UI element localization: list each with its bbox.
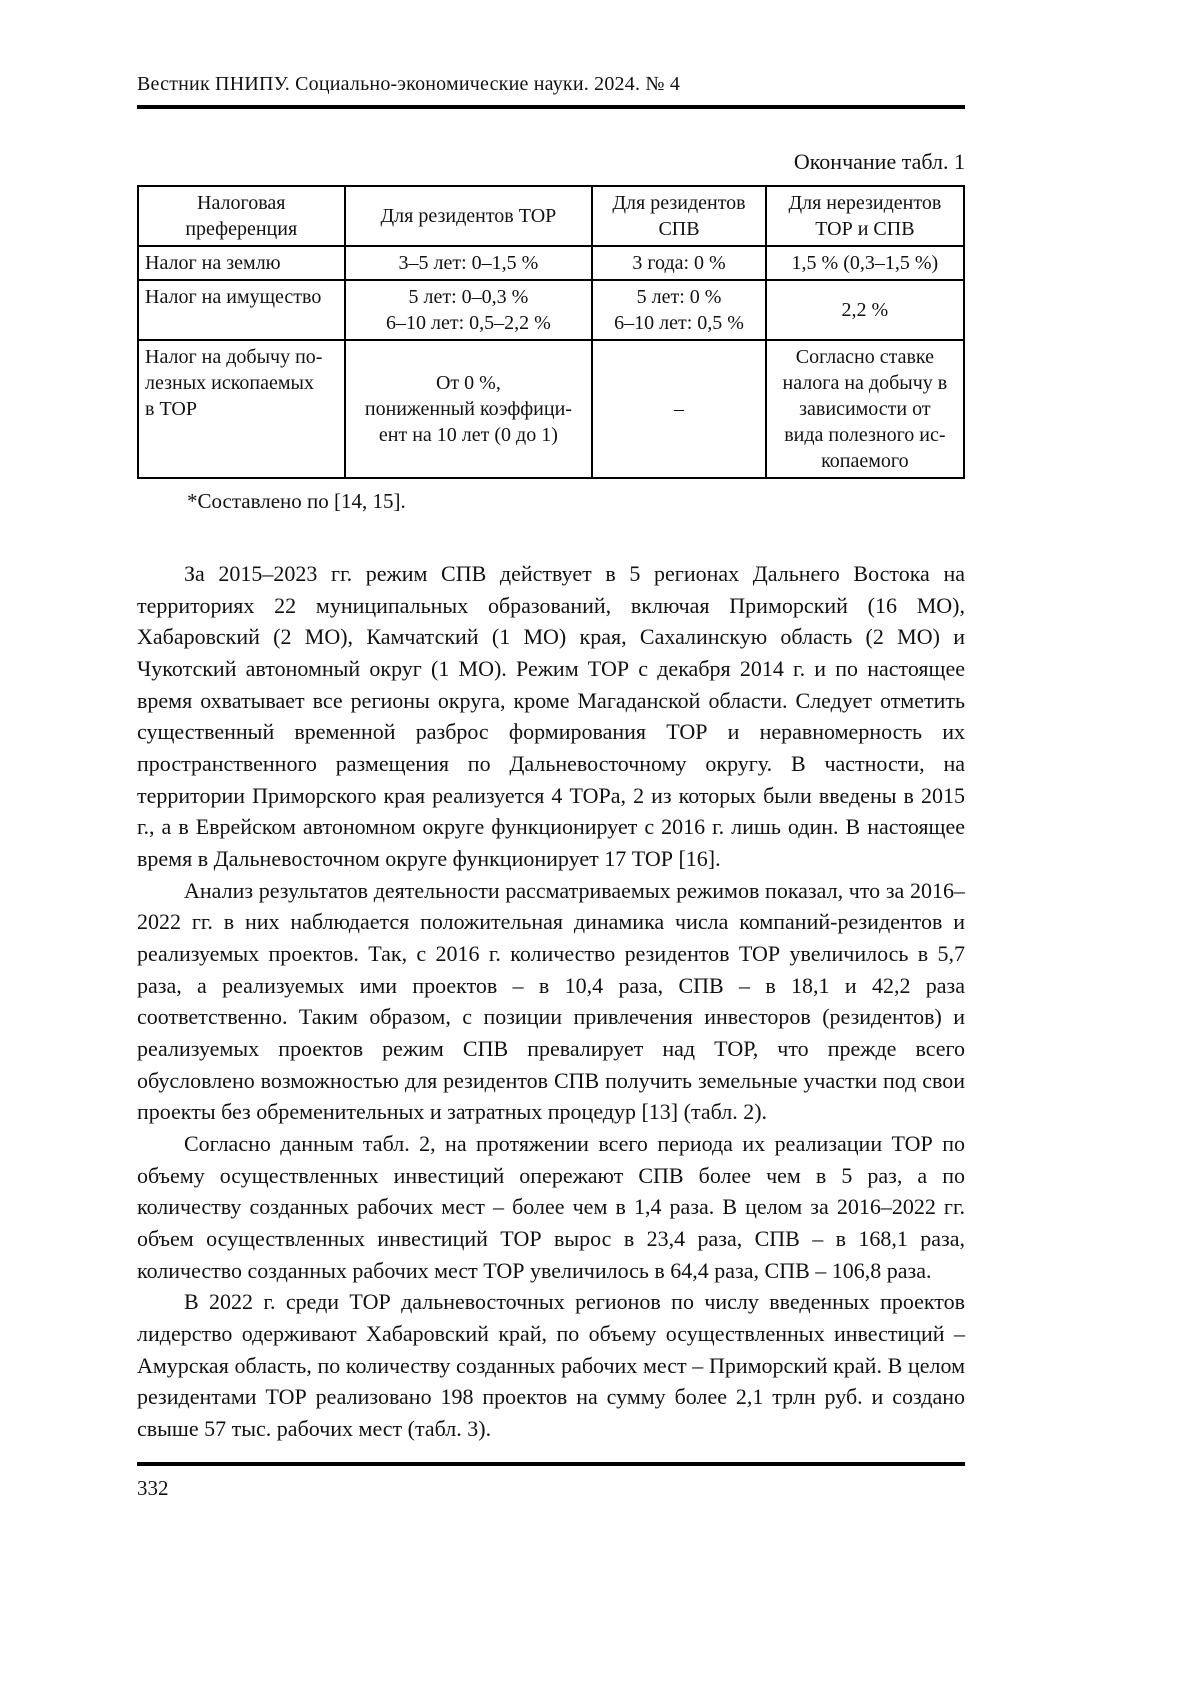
table-footnote: *Составлено по [14, 15]. [187, 489, 406, 513]
table-cell: 1,5 % (0,3–1,5 %) [766, 246, 964, 280]
article-body [137, 558, 965, 1445]
table-row [138, 246, 964, 280]
journal-title-line: Вестник ПНИПУ. Социально-экономические науки. 2024. № 4 [137, 73, 681, 95]
table-row [138, 340, 964, 478]
paragraph: В 2022 г. среди ТОР дальневосточных регионов по числу введенных проектов лидерство одерживают Хабаровский край, по объему осуществленных инвестиций – Амурская область, по количеству созданных рабочих мест – Приморский край. В целом резидентами ТОР реализовано 198 проектов на сумму более 2,1 трлн руб. и создано свыше 57 тыс. рабочих мест (табл. 3). [137, 1289, 965, 1442]
page-footer [137, 1462, 965, 1501]
table-cell: 5 лет: 0 % 6–10 лет: 0,5 % [592, 280, 765, 340]
table-row [138, 280, 964, 340]
footer-rule [137, 1462, 965, 1466]
table-cell: От 0 %, пониженный коэффици- ент на 10 лет (0 до 1) [345, 340, 593, 478]
table-caption: Окончание табл. 1 [793, 149, 965, 174]
column-header-preference: Налоговая преференция [138, 186, 345, 246]
table-cell: Налог на имущество [138, 280, 345, 340]
column-header-nonresidents: Для нерезидентов ТОР и СПВ [766, 186, 964, 246]
tax-preferences-table [137, 185, 965, 479]
paragraph: Согласно данным табл. 2, на протяжении всего периода их реализации ТОР по объему осуществленных инвестиций опережают СПВ более чем в 5 раз, а по количеству созданных рабочих мест – более чем в 1,4 раза. В целом за 2016–2022 гг. объем осуществленных инвестиций ТОР вырос в 23,4 раза, СПВ – в 168,1 раза, количество созданных рабочих мест ТОР увеличилось в 64,4 раза, СПВ – 106,8 раза. [137, 1131, 965, 1283]
table-cell: Налог на добычу по- лезных ископаемых в ТОР [138, 340, 345, 478]
table-cell: 3–5 лет: 0–1,5 % [345, 246, 593, 280]
table-cell: Налог на землю [138, 246, 345, 280]
table-cell: 5 лет: 0–0,3 % 6–10 лет: 0,5–2,2 % [345, 280, 593, 340]
table-cell: – [592, 340, 765, 478]
table-cell: Согласно ставке налога на добычу в зависимости от вида полезного ис- копаемого [766, 340, 964, 478]
paragraph: За 2015–2023 гг. режим СПВ действует в 5 регионах Дальнего Востока на территориях 22 муниципальных образований, включая Приморский (16 МО), Хабаровский (2 МО), Камчатский (1 МО) края, Сахалинскую область (2 МО) и Чукотский автономный округ (1 МО). Режим ТОР с декабря 2014 г. и по настоящее время охватывает все регионы округа, кроме Магаданской области. Следует отметить существенный временной разброс формирования ТОР и неравномерность их пространственного размещения по Дальневосточному округу. В частности, на территории Приморского края реализуется 4 ТОРа, 2 из которых были введены в 2015 г., а в Еврейском автономном округе функционирует с 2016 г. лишь один. В настоящее время в Дальневосточном округе функционирует 17 ТОР [16]. [137, 561, 965, 872]
header-rule [137, 105, 965, 109]
table-cell: 2,2 % [766, 280, 964, 340]
column-header-spv-residents: Для резидентов СПВ [592, 186, 765, 246]
page-number: 332 [137, 1476, 169, 1500]
paragraph: Анализ результатов деятельности рассматриваемых режимов показал, что за 2016–2022 гг. в них наблюдается положительная динамика числа компаний-резидентов и реализуемых проектов. Так, с 2016 г. количество резидентов ТОР увеличилось в 5,7 раза, а реализуемых ими проектов – в 10,4 раза, СПВ – в 18,1 и 42,2 раза соответственно. Таким образом, с позиции привлечения инвесторов (резидентов) и реализуемых проектов режим СПВ превалирует над ТОР, что прежде всего обусловлено возможностью для резидентов СПВ получить земельные участки под свои проекты без обременительных и затратных процедур [13] (табл. 2). [137, 877, 965, 1125]
table-header-row [138, 186, 964, 246]
table-cell: 3 года: 0 % [592, 246, 765, 280]
column-header-tor-residents: Для резидентов ТОР [345, 186, 593, 246]
page-header [137, 72, 965, 109]
